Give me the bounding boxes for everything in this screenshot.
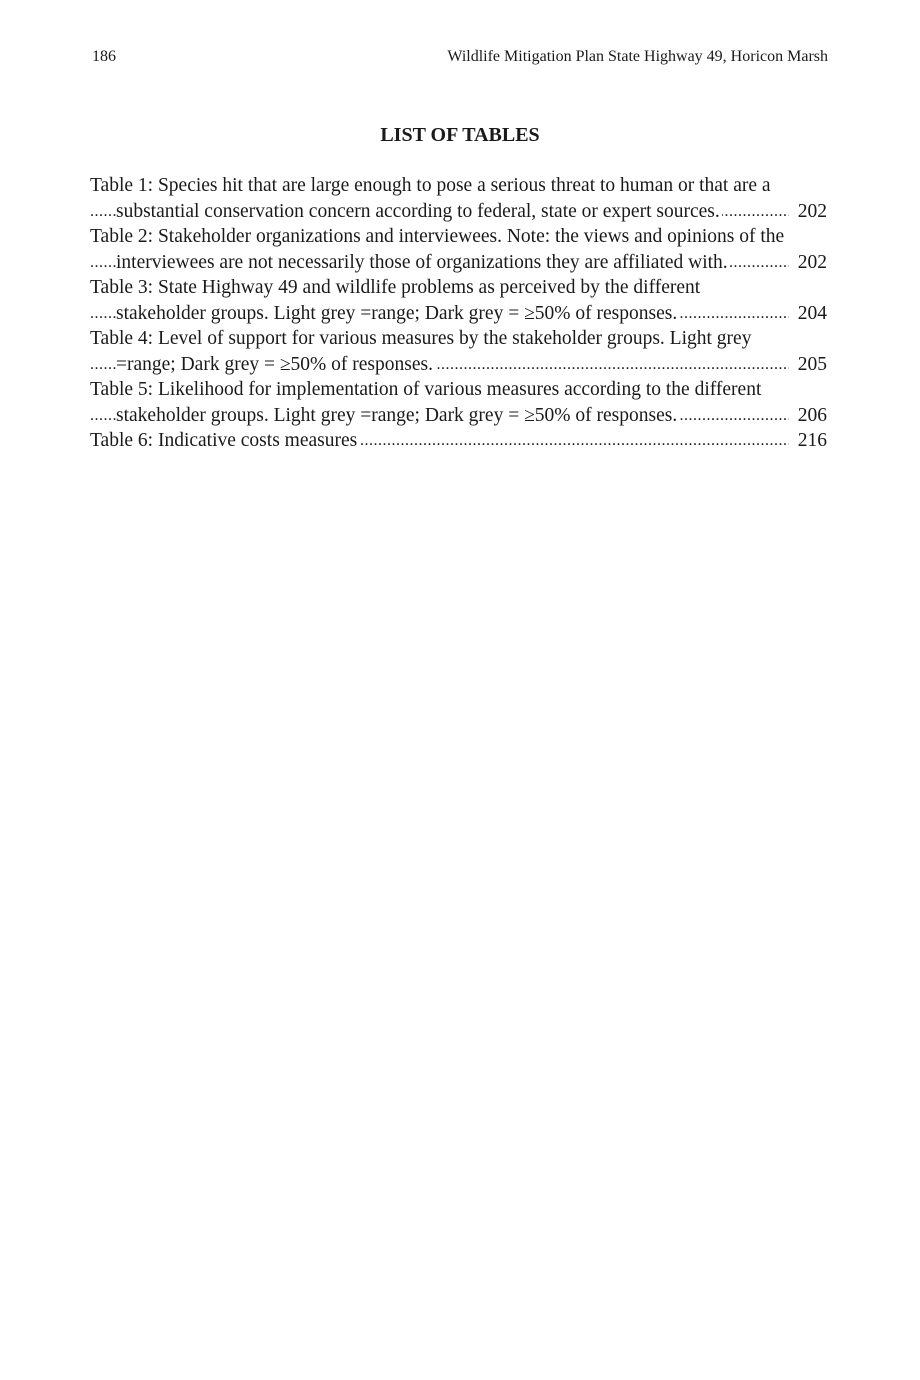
toc-entry-table-5[interactable] xyxy=(90,377,827,428)
toc-entry-title: Table 2: Stakeholder organizations and interviewees. Note: the views and opinions of the interviewees are not necessarily those of organizations they are affiliated with. xyxy=(90,226,785,273)
toc-entry-table-1[interactable] xyxy=(90,173,827,224)
toc-entry-table-4[interactable] xyxy=(90,326,827,377)
toc-entry-title: Table 5: Likelihood for implementation of various measures according to the different stakeholder groups. Light grey =range; Dark grey = ≥50% of responses. xyxy=(90,379,762,426)
toc-entry-page-number: 206 xyxy=(789,403,827,429)
toc-entry-title: Table 4: Level of support for various measures by the stakeholder groups. Light grey =range; Dark grey = ≥50% of responses. xyxy=(90,328,752,375)
toc-entry-page-number: 216 xyxy=(789,428,827,454)
page-number: 186 xyxy=(92,48,116,65)
toc-entry-title: Table 6: Indicative costs measures xyxy=(90,430,358,451)
running-header xyxy=(92,48,828,66)
toc-entry-table-6[interactable] xyxy=(90,428,827,454)
list-of-tables-heading: LIST OF TABLES xyxy=(380,124,540,146)
toc-entry-page-number: 204 xyxy=(789,301,827,327)
toc-entry-table-3[interactable] xyxy=(90,275,827,326)
running-title: Wildlife Mitigation Plan State Highway 49, Horicon Marsh xyxy=(447,48,828,65)
list-of-tables xyxy=(90,173,827,454)
toc-entry-page-number: 202 xyxy=(789,199,827,225)
toc-entry-page-number: 202 xyxy=(789,250,827,276)
toc-entry-page-number: 205 xyxy=(789,352,827,378)
toc-entry-title: Table 3: State Highway 49 and wildlife problems as perceived by the different stakeholder groups. Light grey =range; Dark grey = ≥50% of responses. xyxy=(90,277,701,324)
toc-entry-table-2[interactable] xyxy=(90,224,827,275)
toc-entry-title: Table 1: Species hit that are large enough to pose a serious threat to human or that are a substantial conservation concern according to federal, state or expert sources. xyxy=(90,175,771,222)
